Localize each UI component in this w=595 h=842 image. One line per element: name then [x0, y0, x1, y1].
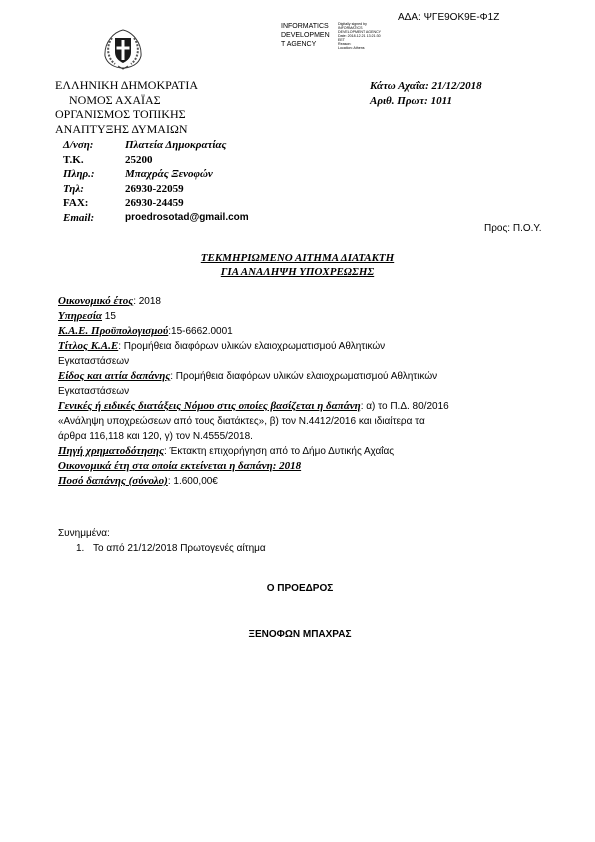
field-service: Υπηρεσία 15 — [58, 310, 116, 322]
iga-logo: INFORMATICS DEVELOPMEN T AGENCY — [281, 23, 330, 48]
digital-signature-stamp: Digitally signed by INFORMATICS DEVELOPMENT AGENCY Date: 2018.12.21 13:21:30 EET Reason: Location: Athens — [338, 22, 382, 50]
field-kae: Κ.Α.Ε. Προϋπολογισμού:15-6662.0001 — [58, 325, 233, 337]
field-kae-title-cont: Εγκαταστάσεων — [58, 356, 130, 367]
attachment-item: 1. Το από 21/12/2018 Πρωτογενές αίτημα — [76, 543, 266, 554]
contact-row: Email: proedrosotad@gmail.com — [63, 211, 249, 224]
field-kind-cont: Εγκαταστάσεων — [58, 386, 130, 397]
field-year: Οικονομικό έτος: 2018 — [58, 295, 161, 307]
field-kae-title: Τίτλος Κ.Α.Ε: Προμήθεια διαφόρων υλικών ελαιοχρωματισμού Αθλητικών — [58, 340, 386, 352]
document-title: ΤΕΚΜΗΡΙΩΜΕΝΟ ΑΙΤΗΜΑ ΔΙΑΤΑΚΤΗ ΓΙΑ ΑΝΑΛΗΨΗ ΥΠΟΧΡΕΩΣΗΣ — [200, 252, 395, 278]
field-funding: Πηγή χρηματοδότησης: Έκτακτη επιχορήγηση από το Δήμο Δυτικής Αχαΐας — [58, 445, 395, 457]
field-fiscal: Οικονομικά έτη στα οποία εκτείνεται η δαπάνη: 2018 — [58, 460, 302, 472]
attachment-link[interactable]: Το από 21/12/2018 Πρωτογενές αίτημα — [93, 543, 266, 554]
document-date: Κάτω Αχαΐα: 21/12/2018 — [370, 80, 482, 92]
field-law: Γενικές ή ειδικές διατάξεις Νόμου στις οποίες βασίζεται η δαπάνη: α) το Π.Δ. 80/2016 — [58, 400, 449, 412]
contact-row: Τ.Κ. 25200 — [63, 153, 153, 166]
fields-block — [58, 294, 548, 489]
greek-emblem-icon — [98, 26, 148, 71]
attachments-label: Συνημμένα: — [58, 528, 110, 539]
issuer-line: ΕΛΛΗΝΙΚΗ ΔΗΜΟΚΡΑΤΙΑ — [55, 78, 199, 92]
issuer-block — [55, 78, 198, 136]
protocol-number: Αριθ. Πρωτ: 1011 — [370, 95, 452, 107]
signatory-name: ΞΕΝΟΦΩΝ ΜΠΑΧΡΑΣ — [248, 629, 352, 640]
field-kind: Είδος και αιτία δαπάνης: Προμήθεια διαφόρων υλικών ελαιοχρωματισμού Αθλητικών — [58, 370, 438, 382]
contact-row: Τηλ: 26930-22059 — [63, 182, 184, 195]
field-law-cont: «Ανάληψη υποχρεώσεων από τους διατάκτες», β) τον Ν.4412/2016 και ιδιαίτερα τα — [58, 416, 425, 427]
date-protocol-block — [370, 79, 482, 109]
contact-row: Πληρ.: Μπαχράς Ξενοφών — [63, 168, 213, 181]
attachments — [58, 526, 458, 556]
email-link[interactable]: proedrosotad@gmail.com — [125, 211, 249, 223]
contact-row: Δ/νση: Πλατεία Δημοκρατίας — [63, 139, 227, 151]
issuer-line: ΝΟΜΟΣ ΑΧΑΪΑΣ — [69, 92, 161, 107]
issuer-line: ΟΡΓΑΝΙΣΜΟΣ ΤΟΠΙΚΗΣ — [55, 107, 186, 121]
contact-row: FAX: 26930-24459 — [63, 197, 184, 210]
signatory-role: Ο ΠΡΟΕΔΡΟΣ — [266, 583, 334, 594]
ada-code: ΑΔΑ: ΨΓΕ9ΟΚ9Ε-Φ1Ζ — [398, 12, 500, 23]
field-amount: Ποσό δαπάνης (σύνολο): 1.600,00€ — [58, 475, 218, 487]
contact-block — [63, 138, 313, 226]
field-law-cont: άρθρα 116,118 και 120, γ) τον Ν.4555/2018. — [58, 431, 253, 442]
issuer-line: ΑΝΑΠΤΥΞΗΣ ΔΥΜΑΙΩΝ — [55, 121, 188, 136]
recipient: Προς: Π.Ο.Υ. — [484, 223, 542, 234]
